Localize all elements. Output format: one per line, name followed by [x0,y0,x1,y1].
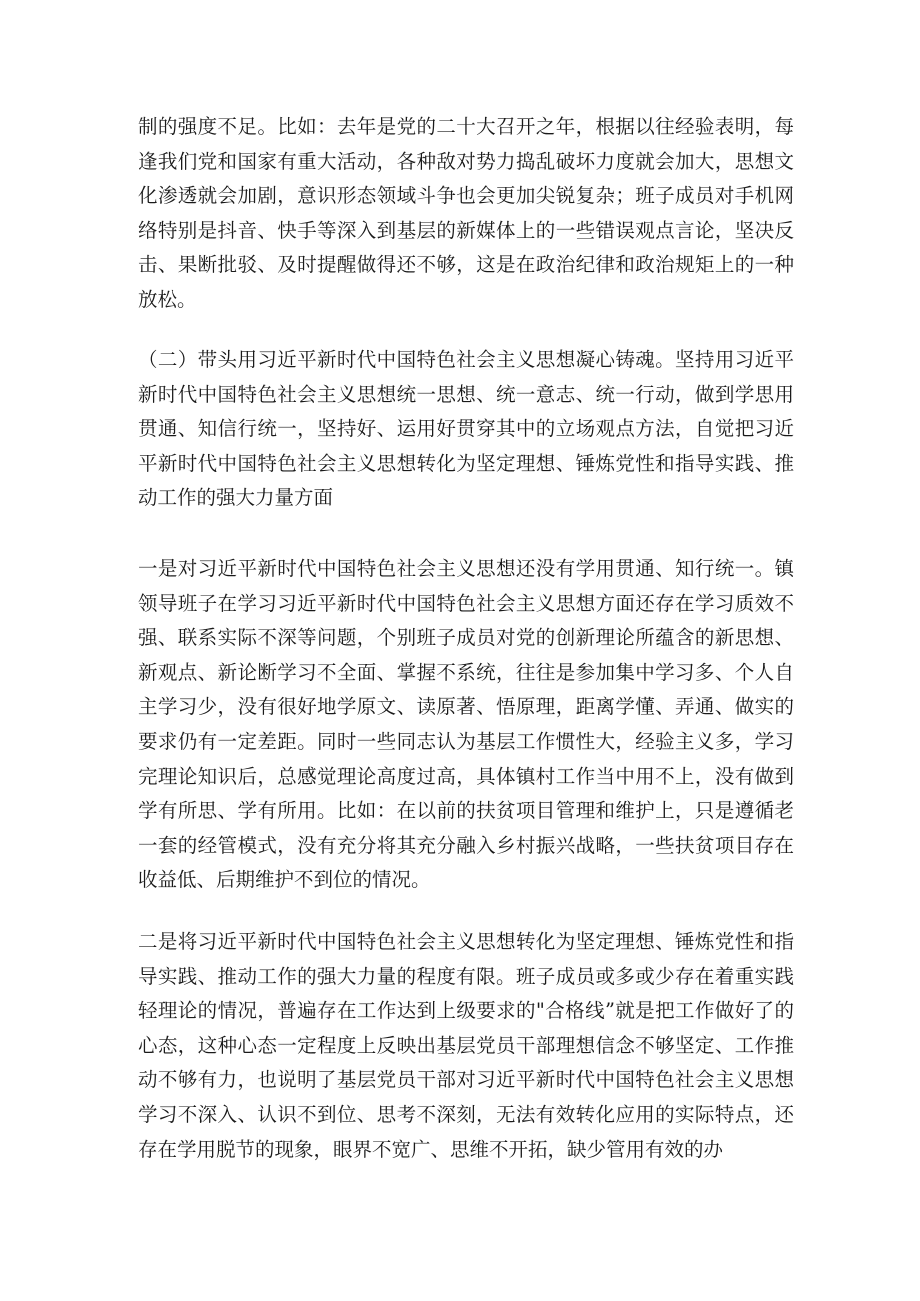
paragraph-point-two: 二是将习近平新时代中国特色社会主义思想转化为坚定理想、锤炼党性和指导实践、推动工作的强大力量的程度有限。班子成员或多或少存在着重实践轻理论的情况，普遍存在工作达到上级要求的"合格线”就是把工作做好了的心态，这种心态一定程度上反映出基层党员干部理想信念不够坚定、工作推动不够有力，也说明了基层党员干部对习近平新时代中国特色社会主义思想学习不深入、认识不到位、思考不深刻，无法有效转化应用的实际特点，还存在学用脱节的现象，眼界不宽广、思维不开拓，缺少管用有效的办 [138,930,794,1161]
paragraph-point-one: 一是对习近平新时代中国特色社会主义思想还没有学用贯通、知行统一。镇领导班子在学习习近平新时代中国特色社会主义思想方面还存在学习质效不强、联系实际不深等问题，个别班子成员对党的创新理论所蕴含的新思想、新观点、新论断学习不全面、掌握不系统，往往是参加集中学习多、个人自主学习少，没有很好地学原文、读原著、悟原理，距离学懂、弄通、做实的要求仍有一定差距。同时一些同志认为基层工作惯性大，经验主义多，学习完理论知识后，总感觉理论高度过高，具体镇村工作当中用不上，没有做到学有所思、学有所用。比如：在以前的扶贫项目管理和维护上，只是遵循老一套的经管模式，没有充分将其充分融入乡村振兴战略，一些扶贫项目存在收益低、后期维护不到位的情况。 [138,557,794,892]
paragraph-political-discipline: 制的强度不足。比如：去年是党的二十大召开之年，根据以往经验表明，每逢我们党和国家有重大活动，各种敌对势力捣乱破坏力度就会加大，思想文化渗透就会加剧，意识形态领域斗争也会更加尖锐复杂；班子成员对手机网络特别是抖音、快手等深入到基层的新媒体上的一些错误观点言论，坚决反击、果断批驳、及时提醒做得还不够，这是在政治纪律和政治规矩上的一种放松。 [138,115,794,311]
paragraph-section-two-heading: （二）带头用习近平新时代中国特色社会主义思想凝心铸魂。坚持用习近平新时代中国特色社会主义思想统一思想、统一意志、统一行动，做到学思用贯通、知信行统一，坚持好、运用好贯穿其中的立场观点方法，自觉把习近平新时代中国特色社会主义思想转化为坚定理想、锤炼党性和指导实践、推动工作的强大力量方面 [138,348,794,510]
